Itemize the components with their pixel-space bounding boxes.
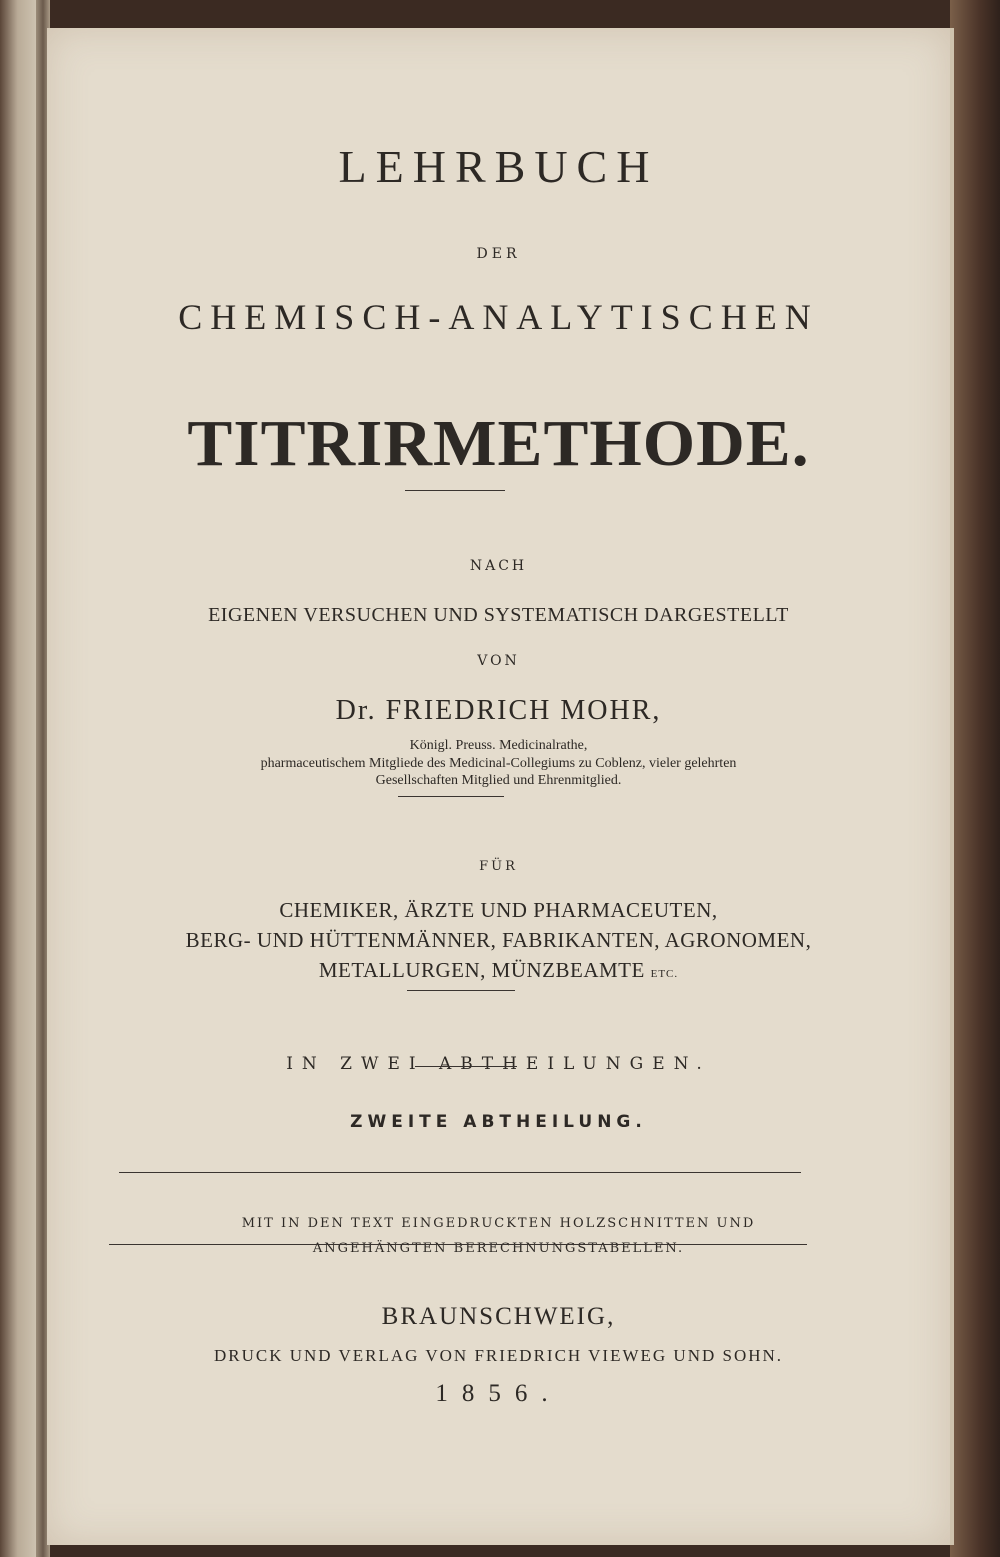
title-line-3: TITRIRMETHODE. (187, 407, 810, 480)
subtitle-von: VON (477, 653, 520, 669)
imprint-publisher: DRUCK UND VERLAG VON FRIEDRICH VIEWEG UND SOHN. (213, 1346, 784, 1365)
subtitle-method: EIGENEN VERSUCHEN UND SYSTEMATISCH DARGESTELLT (208, 604, 789, 626)
parts-current: ZWEITE ABTHEILUNG. (350, 1112, 647, 1132)
divider-rule (398, 796, 504, 797)
author-affiliation-line: Königl. Preuss. Medicinalrathe, (409, 738, 588, 753)
author-affiliation-line: Gesellschaften Mitglied und Ehrenmitglied. (375, 773, 622, 788)
note-line-1: MIT IN DEN TEXT EINGEDRUCKTEN HOLZSCHNITTEN UND (241, 1216, 756, 1231)
divider-rule-long (109, 1244, 807, 1245)
parts-total: IN ZWEI ABTHEILUNGEN. (286, 1054, 711, 1074)
imprint-city: BRAUNSCHWEIG, (381, 1303, 616, 1330)
audience-fur: FÜR (479, 859, 518, 874)
title-connector: DER (476, 246, 521, 262)
author-affiliation-line: pharmaceutischem Mitgliede des Medicinal-Collegiums zu Coblenz, vieler gelehrten (260, 756, 737, 771)
divider-rule-long (119, 1172, 801, 1173)
note-line-2: ANGEHÄNGTEN BERECHNUNGSTABELLEN. (312, 1241, 685, 1256)
title-line-2: CHEMISCH-ANALYTISCHEN (178, 297, 819, 337)
audience-line-3 (47, 958, 950, 983)
divider-rule (415, 1066, 517, 1067)
divider-rule (405, 490, 505, 491)
divider-rule (407, 990, 515, 991)
audience-line-2: BERG- UND HÜTTENMÄNNER, FABRIKANTEN, AGRONOMEN, (185, 928, 812, 952)
audience-line-1: CHEMIKER, ÄRZTE UND PHARMACEUTEN, (279, 898, 718, 922)
subtitle-nach: NACH (469, 558, 528, 574)
title-line-1: LEHRBUCH (338, 141, 659, 192)
imprint-year: 1856. (435, 1380, 562, 1407)
title-page (47, 28, 954, 1545)
audience-line-3-text: METALLURGEN, MÜNZBEAMTE (318, 958, 645, 982)
author-name: Dr. FRIEDRICH MOHR, (335, 695, 662, 726)
book-cover-edge (950, 0, 1000, 1557)
audience-etc: ETC. (650, 968, 679, 980)
